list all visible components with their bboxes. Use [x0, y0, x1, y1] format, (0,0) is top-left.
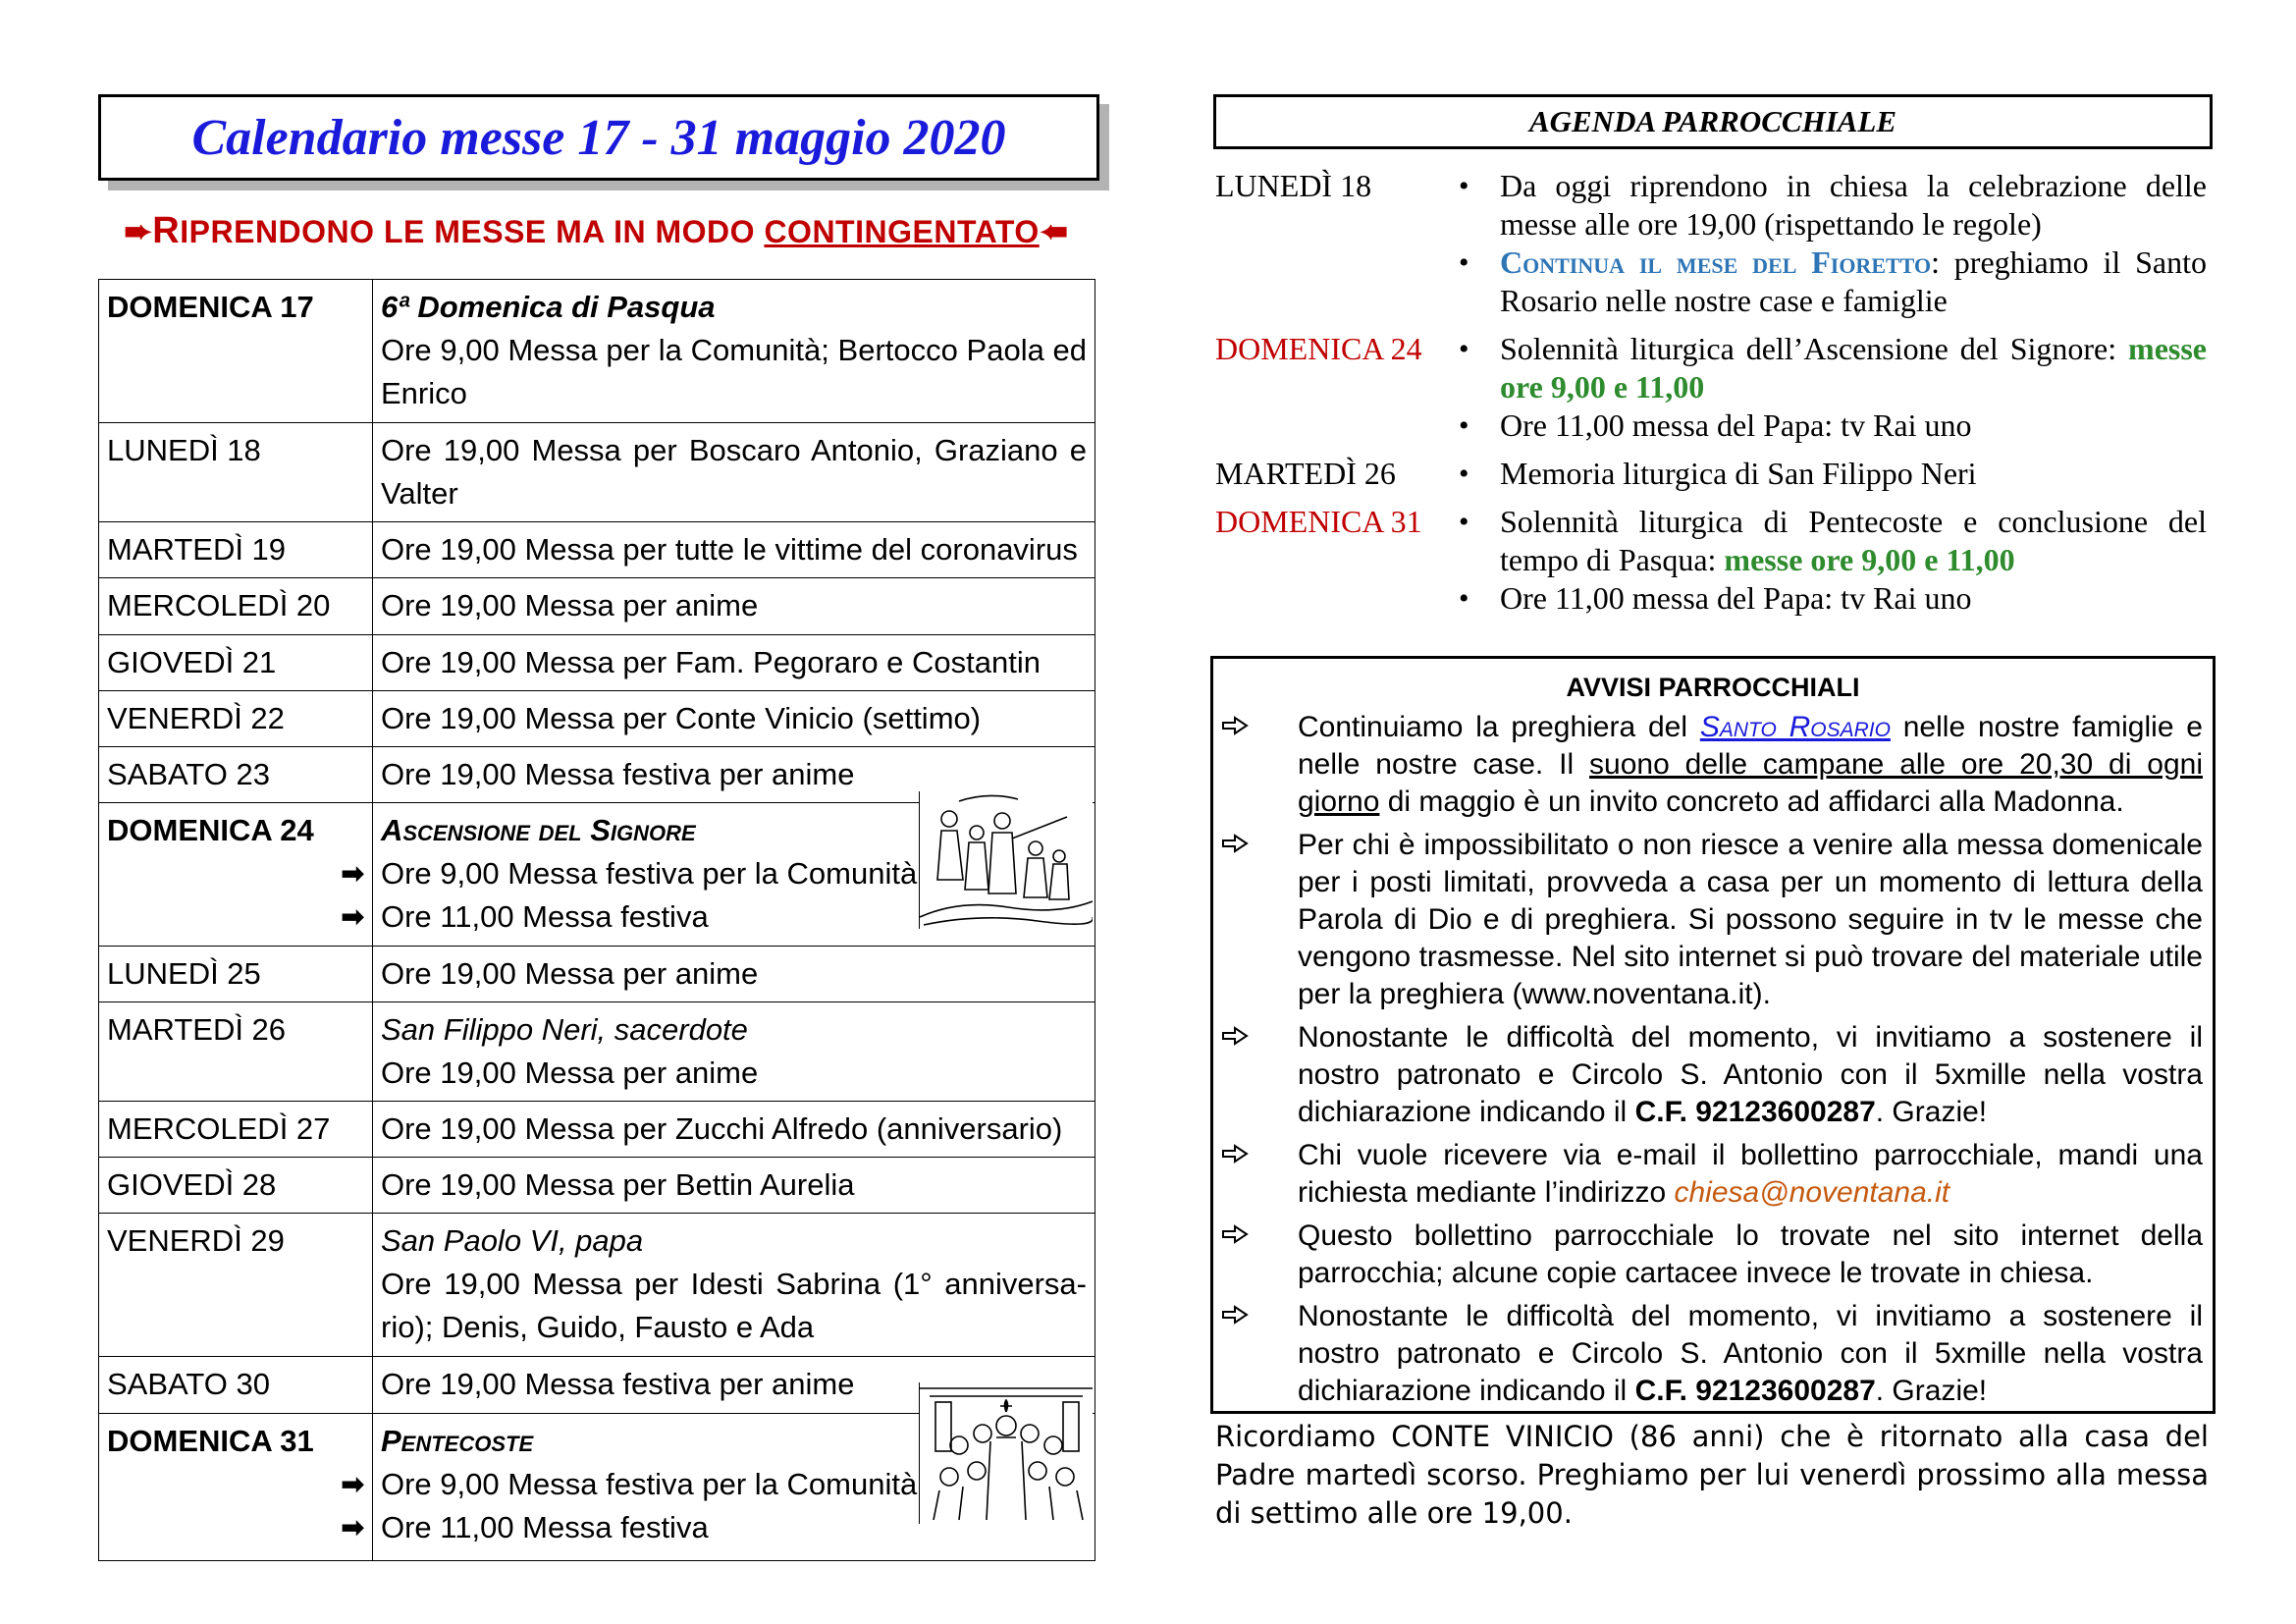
agenda-bullets — [1451, 455, 2207, 493]
day-cell: GIOVEDÌ 21 — [99, 635, 373, 691]
subtitle — [98, 210, 1094, 252]
mass-text: Ore 19,00 Messa per tutte le vittime del coronavirus — [373, 522, 1095, 578]
pointing-hand-icon — [1221, 715, 1249, 736]
arrow-right-icon: ➡ — [341, 1469, 364, 1499]
day-cell: MARTEDÌ 19 — [99, 522, 373, 578]
table-row — [99, 280, 1095, 423]
celebration-title: San Paolo VI, papa — [381, 1223, 644, 1258]
list-item — [1213, 1019, 2203, 1131]
email-link[interactable]: chiesa@noventana.it — [1674, 1176, 1950, 1209]
notice-text: . Grazie! — [1875, 1096, 1988, 1128]
agenda-row — [1215, 330, 2207, 445]
tax-code: C.F. 92123600287 — [1634, 1096, 1876, 1128]
list-item — [1451, 244, 2207, 320]
list-item — [1213, 1298, 2203, 1410]
desc-cell — [373, 1214, 1095, 1357]
mass-text: Ore 9,00 Messa festiva per la Comunità — [381, 856, 918, 891]
agenda-row — [1215, 167, 2207, 320]
table-row — [99, 947, 1095, 1002]
celebration-title: Pentecoste — [381, 1424, 534, 1458]
arrow-right-icon: ➡ — [341, 1512, 364, 1543]
notice-text: Per chi è impossibilitato o non riesce a venire alla messa domenicale per i posti limitati, provveda a casa per un momento di lettura della Parola di Dio e di preghiera. Si possono seguire in tv le messe che vengono trasmesse. Nel sito internet si può trovare del materiale utile per la preghiera (www.noventana.it). — [1298, 829, 2203, 1010]
mass-text: Ore 19,00 Messa per anime — [373, 947, 1095, 1002]
agenda-day: DOMENICA 24 — [1215, 331, 1422, 366]
list-item: • Memoria liturgica di San Filippo Neri — [1451, 455, 2207, 493]
list-item — [1213, 709, 2203, 821]
list-item — [1213, 1137, 2203, 1212]
agenda-text: Solennità liturgica dell’Ascensione del Signore: — [1500, 331, 2129, 366]
day-cell: SABATO 30 — [99, 1357, 373, 1414]
page-title-box — [98, 94, 1099, 181]
day-cell: VENERDÌ 22 — [99, 691, 373, 747]
mass-text: Ore 9,00 Messa festiva per la Comunità — [381, 1467, 918, 1501]
list-item: • Ore 11,00 messa del Papa: tv Rai uno — [1451, 406, 2207, 445]
notice-text: Nonostante le difficoltà del momento, vi invitiamo a sostenere il nostro patronato e Circolo S. Antonio con il 5xmille nella vostra dichiarazione indicando il — [1298, 1021, 2203, 1128]
list-item: • Da oggi riprendono in chiesa la celebrazione delle messe alle ore 19,00 (rispettando le regole) — [1451, 167, 2207, 244]
pointing-hand-icon — [1221, 1223, 1249, 1245]
table-row — [99, 423, 1095, 522]
day-cell: DOMENICA 17 — [99, 280, 373, 423]
pentecost-drawing-icon — [920, 1382, 1093, 1524]
day-cell: VENERDÌ 29 — [99, 1214, 373, 1357]
mass-text: Ore 19,00 Messa per Zucchi Alfredo (anniversario) — [373, 1102, 1095, 1158]
memorial-note: Ricordiamo CONTE VINICIO (86 anni) che è ritornato alla casa del Padre martedì scorso. Preghiamo per lui venerdì prossimo alla messa di settimo alle ore 19,00. — [1215, 1420, 2209, 1530]
agenda-day: MARTEDÌ 26 — [1215, 456, 1396, 491]
table-row — [99, 1102, 1095, 1158]
mass-text: Ore 19,00 Messa per anime — [373, 578, 1095, 635]
pointing-hand-icon — [1221, 1304, 1249, 1326]
list-item — [1213, 827, 2203, 1013]
agenda-title: AGENDA PARROCCHIALE — [1528, 104, 1897, 138]
agenda-row — [1215, 503, 2207, 618]
celebration-title: San Filippo Neri, sacerdote — [381, 1012, 748, 1047]
pointing-hand-icon — [1221, 1143, 1249, 1164]
subtitle-underlined: CONTINGENTATO — [764, 214, 1040, 249]
agenda-bullets — [1451, 503, 2207, 618]
mass-text: Ore 19,00 Messa festiva per anime — [373, 1357, 1095, 1414]
mass-text: Ore 19,00 Messa per Boscaro Antonio, Graziano e Valter — [373, 423, 1095, 522]
desc-cell — [373, 1002, 1095, 1102]
mass-times-highlight: messe ore 9,00 e 11,00 — [1500, 331, 2207, 405]
table-row — [99, 1002, 1095, 1102]
notice-text: Questo bollettino parrocchiale lo trovate nel sito internet della parrocchia; alcune copie cartacee invece le trovate in chiesa. — [1298, 1219, 2203, 1289]
agenda-bullets — [1451, 330, 2207, 445]
notice-text: Chi vuole ricevere via e-mail il bollettino parrocchiale, mandi una richiesta mediante l’indirizzo — [1298, 1139, 2203, 1209]
ascension-illustration — [919, 791, 1093, 929]
mass-text: Ore 19,00 Messa per Fam. Pegoraro e Costantin — [373, 635, 1095, 691]
pointing-hand-icon — [1221, 1025, 1249, 1047]
tax-code: C.F. 92123600287 — [1634, 1375, 1876, 1407]
agenda-day: DOMENICA 31 — [1215, 504, 1422, 539]
table-row — [99, 522, 1095, 578]
pointing-hand-icon — [1221, 833, 1249, 854]
agenda-text: : preghiamo il Santo Rosario nelle nostre case e famiglie — [1500, 244, 2208, 318]
list-item — [1451, 330, 2207, 406]
table-row — [99, 691, 1095, 747]
subtitle-text: IPRENDONO LE MESSE MA IN MODO — [180, 214, 765, 249]
notices-list — [1213, 709, 2213, 1410]
arrow-right-icon: ➡ — [341, 901, 364, 932]
notice-text: . Grazie! — [1875, 1375, 1988, 1407]
mass-text: Ore 11,00 Messa festiva — [381, 1510, 709, 1544]
celebration-title: 6ª Domenica di Pasqua — [381, 290, 716, 324]
notice-text: nelle nostre famiglie e nelle nostre case. Il — [1298, 711, 2203, 781]
agenda-day: LUNEDÌ 18 — [1215, 168, 1372, 203]
fioretto-highlight: Continua il mese del Fioretto — [1500, 244, 1932, 280]
notice-text: Nonostante le difficoltà del momento, vi invitiamo a sostenere il nostro patronato e Circolo S. Antonio con il 5xmille nella vostra dichiarazione indicando il — [1298, 1300, 2203, 1407]
notice-text: di maggio è un invito concreto ad affidarci alla Madonna. — [1379, 785, 2124, 818]
list-item — [1451, 503, 2207, 579]
mass-times-highlight: messe ore 9,00 e 11,00 — [1724, 542, 2015, 577]
day-cell — [99, 803, 373, 947]
mass-text: Ore 19,00 Messa per anime — [381, 1056, 759, 1090]
notice-underlined: suono delle campane alle ore 20,30 di ogni giorno — [1298, 748, 2203, 818]
rosario-link: Santo Rosario — [1699, 711, 1891, 743]
mass-text: Ore 19,00 Messa festiva per anime — [373, 747, 1095, 803]
list-item — [1213, 1218, 2203, 1292]
table-row — [99, 578, 1095, 635]
day-cell: MARTEDÌ 26 — [99, 1002, 373, 1102]
table-row — [99, 1214, 1095, 1357]
agenda-list — [1215, 167, 2207, 627]
day-cell: SABATO 23 — [99, 747, 373, 803]
pentecost-illustration — [919, 1382, 1093, 1524]
day-label: DOMENICA 31 — [107, 1424, 314, 1458]
day-cell: MERCOLEDÌ 27 — [99, 1102, 373, 1158]
arrow-right-icon: ➡ — [341, 858, 364, 889]
mass-text: Ore 19,00 Messa per Idesti Sabrina (1° anniversa-rio); Denis, Guido, Fausto e Ada — [381, 1267, 1087, 1344]
notice-text: Continuiamo la preghiera del — [1298, 711, 1700, 743]
arrow-right-icon: ➨ — [124, 213, 153, 250]
mass-text: Ore 19,00 Messa per Bettin Aurelia — [373, 1158, 1095, 1214]
agenda-text: Solennità liturgica di Pentecoste e conclusione del tempo di Pasqua: — [1500, 504, 2207, 577]
day-cell: GIOVEDÌ 28 — [99, 1158, 373, 1214]
arrow-left-icon: ➨ — [1039, 213, 1068, 250]
day-cell: LUNEDÌ 25 — [99, 947, 373, 1002]
day-cell — [99, 1414, 373, 1561]
list-item: • Ore 11,00 messa del Papa: tv Rai uno — [1451, 579, 2207, 618]
day-label: DOMENICA 24 — [107, 813, 314, 847]
mass-text: Ore 11,00 Messa festiva — [381, 899, 709, 934]
desc-cell — [373, 280, 1095, 423]
page-title: Calendario messe 17 - 31 maggio 2020 — [191, 109, 1006, 166]
mass-text: Ore 9,00 Messa per la Comunità; Bertocco Paola ed Enrico — [381, 333, 1087, 410]
table-row — [99, 635, 1095, 691]
notices-title: AVVISI PARROCCHIALI — [1566, 673, 1860, 702]
agenda-row — [1215, 455, 2207, 493]
agenda-bullets — [1451, 167, 2207, 320]
ascension-drawing-icon — [920, 791, 1093, 929]
celebration-title: Ascensione del Signore — [381, 813, 696, 847]
notices-box — [1210, 656, 2216, 1414]
table-row — [99, 1158, 1095, 1214]
mass-text: Ore 19,00 Messa per Conte Vinicio (settimo) — [373, 691, 1095, 747]
day-cell: LUNEDÌ 18 — [99, 423, 373, 522]
agenda-title-box — [1213, 94, 2213, 149]
subtitle-initial: R — [152, 210, 181, 251]
day-cell: MERCOLEDÌ 20 — [99, 578, 373, 635]
